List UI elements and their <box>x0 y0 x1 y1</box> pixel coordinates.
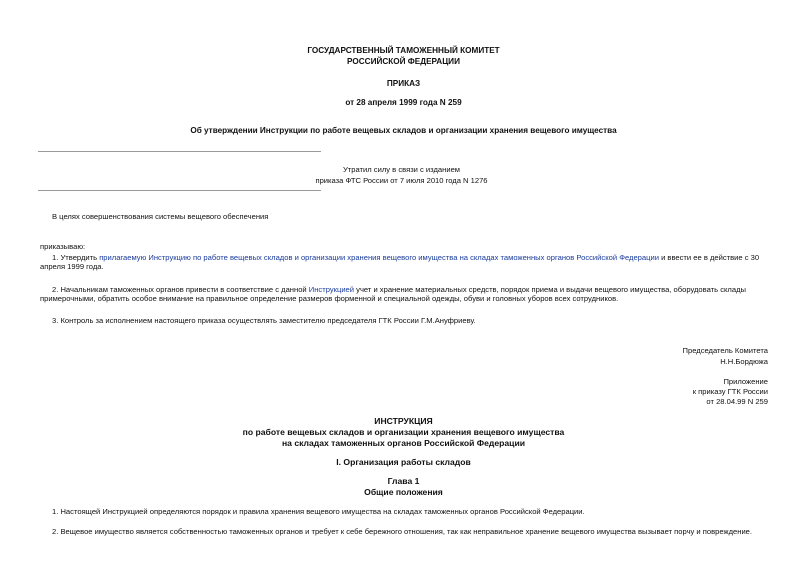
org-name-line1: ГОСУДАРСТВЕННЫЙ ТАМОЖЕННЫЙ КОМИТЕТ <box>307 46 500 55</box>
divider-bottom <box>38 190 321 191</box>
doc-title: Об утверждении Инструкции по работе вещевых складов и организации хранения вещевого имущества <box>190 126 617 135</box>
item1-prefix: 1. Утвердить <box>52 253 100 262</box>
order-item-3: 3. Контроль за исполнением настоящего приказа осуществлять заместителю председателя ГТК России Г.М.Ануфриеву. <box>52 316 476 325</box>
signer-position: Председатель Комитета <box>682 346 768 355</box>
instruction-subtitle-1: по работе вещевых складов и организации хранения вещевого имущества <box>242 427 565 437</box>
org-name-line2: РОССИЙСКОЙ ФЕДЕРАЦИИ <box>347 57 460 66</box>
instruction-link-2[interactable]: Инструкцией <box>308 285 355 294</box>
order-item-1 <box>40 253 770 272</box>
order-item-2 <box>40 285 770 304</box>
item1-suffix: и ввести ее в действие с 30 апреля 1999 года. <box>40 253 760 272</box>
chapter-title: Общие положения <box>364 487 443 497</box>
instruction-link[interactable]: прилагаемую Инструкцию по работе вещевых складов и организации хранения вещевого имущества на складах таможенных органов Российской Федерации <box>99 253 659 262</box>
instruction-title: ИНСТРУКЦИЯ <box>374 416 433 426</box>
instruction-paragraph-1: 1. Настоящей Инструкцией определяются порядок и правила хранения вещевого имущества на складах таможенных органов Российской Федерации. <box>52 507 585 516</box>
signer-name: Н.Н.Бордюжа <box>720 357 768 366</box>
divider-top <box>38 151 321 152</box>
intro-text: В целях совершенствования системы вещевого обеспечения <box>52 212 269 221</box>
status-note-line1: Утратил силу в связи с изданием <box>342 165 461 174</box>
chapter-number: Глава 1 <box>387 476 420 486</box>
item2-prefix: 2. Начальникам таможенных органов привести в соответствие с данной <box>52 285 309 294</box>
item2-suffix: учет и хранение материальных средств, порядок приема и выдачи вещевого имущества, оборудовать склады примерочными, обратить особое внимание на правильное определение размеров форменной и специальной одежды, обуви и головных уборов всех сотрудников. <box>40 285 746 304</box>
appendix-line1: Приложение <box>723 377 768 386</box>
order-word: приказываю: <box>40 242 86 251</box>
doc-type: ПРИКАЗ <box>386 79 421 88</box>
instruction-subtitle-2: на складах таможенных органов Российской Федерации <box>281 438 526 448</box>
doc-date: от 28 апреля 1999 года N 259 <box>345 98 462 107</box>
appendix-line2: к приказу ГТК России <box>692 387 768 396</box>
instruction-paragraph-2: 2. Вещевое имущество является собственностью таможенных органов и требует к себе бережного отношения, так как неправильное хранение вещевого имущества вызывает порчу и повреждение. <box>52 527 753 536</box>
section-heading: I. Организация работы складов <box>336 457 471 467</box>
appendix-line3: от 28.04.99 N 259 <box>706 397 768 406</box>
status-note-line2: приказа ФТС России от 7 июля 2010 года N 1276 <box>315 176 488 185</box>
